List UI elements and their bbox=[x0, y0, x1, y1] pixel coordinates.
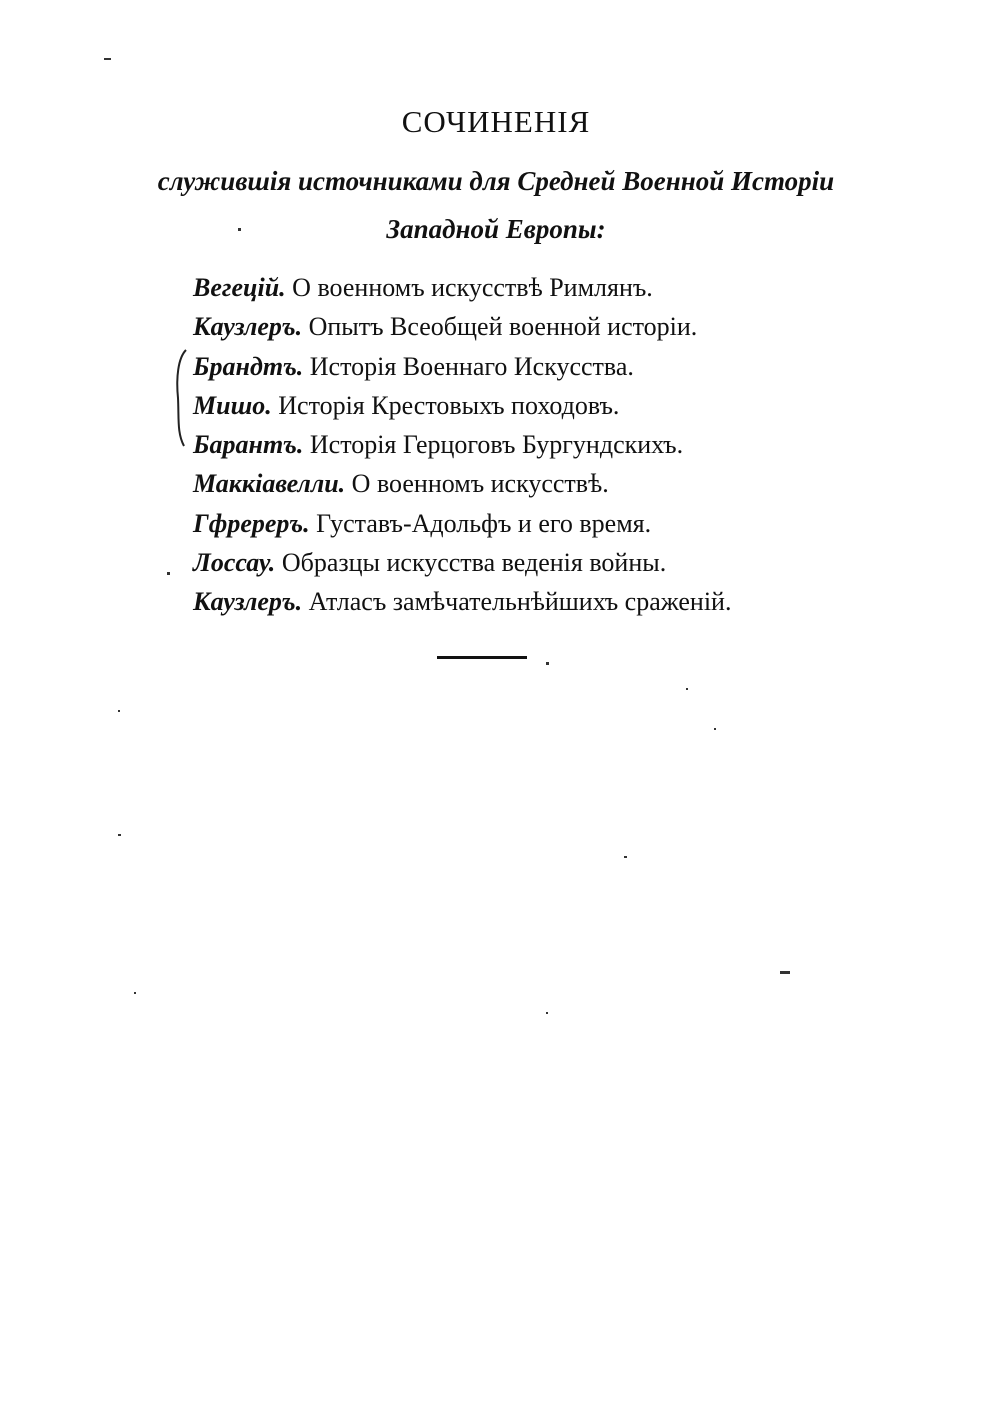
entry-author: Барантъ. bbox=[193, 430, 304, 460]
list-item bbox=[193, 386, 833, 425]
entry-work: Атласъ замѣчательнѣйшихъ сраженій. bbox=[308, 587, 732, 617]
page-subtitle: служившія источниками для Средней Военной Исторіи Западной Европы: bbox=[157, 166, 835, 244]
entry-author: Брандтъ. bbox=[193, 351, 304, 381]
entry-author: Каузлеръ. bbox=[193, 587, 303, 617]
list-item bbox=[193, 543, 833, 582]
list-item bbox=[193, 307, 833, 346]
entry-work: Исторія Крестовыхъ походовъ. bbox=[278, 390, 620, 420]
sources-list bbox=[193, 268, 833, 622]
entry-work: Образцы искусства веденія войны. bbox=[281, 548, 667, 578]
list-item bbox=[193, 268, 833, 307]
scan-speck bbox=[780, 971, 790, 974]
entry-author: Мишо. bbox=[193, 390, 272, 420]
entry-work: Опытъ Всеобщей военной исторіи. bbox=[308, 312, 698, 342]
list-item bbox=[193, 582, 833, 621]
entry-author: Маккіавелли. bbox=[193, 469, 346, 499]
scan-speck bbox=[118, 710, 120, 712]
scan-speck bbox=[546, 1012, 548, 1014]
scan-speck bbox=[686, 688, 688, 690]
list-item bbox=[193, 504, 833, 543]
entry-author: Лоссау. bbox=[193, 548, 276, 578]
scan-speck bbox=[546, 662, 549, 665]
list-item bbox=[193, 464, 833, 503]
scan-speck bbox=[104, 58, 111, 60]
scan-speck bbox=[624, 856, 627, 858]
entry-work: Исторія Военнаго Искусства. bbox=[309, 351, 634, 381]
scan-speck bbox=[118, 834, 121, 836]
handwritten-bracket-mark bbox=[172, 348, 192, 448]
entry-work: О военномъ искусствѣ. bbox=[351, 469, 609, 499]
list-item bbox=[193, 347, 833, 386]
entry-author: Вегецій. bbox=[193, 273, 286, 302]
entry-work: О военномъ искусствѣ Римлянъ. bbox=[292, 273, 653, 302]
entry-work: Исторія Герцоговъ Бургундскихъ. bbox=[309, 430, 684, 460]
list-item bbox=[193, 425, 833, 464]
section-divider bbox=[437, 656, 527, 659]
entry-author: Каузлеръ. bbox=[193, 312, 303, 342]
page-title: СОЧИНЕНІЯ bbox=[401, 104, 591, 139]
scan-speck bbox=[238, 228, 241, 231]
entry-author: Гфререръ. bbox=[193, 508, 310, 538]
scan-speck bbox=[167, 572, 170, 575]
scan-speck bbox=[714, 728, 716, 730]
entry-work: Густавъ-Адольфъ и его время. bbox=[316, 508, 652, 538]
scan-speck bbox=[134, 992, 136, 994]
